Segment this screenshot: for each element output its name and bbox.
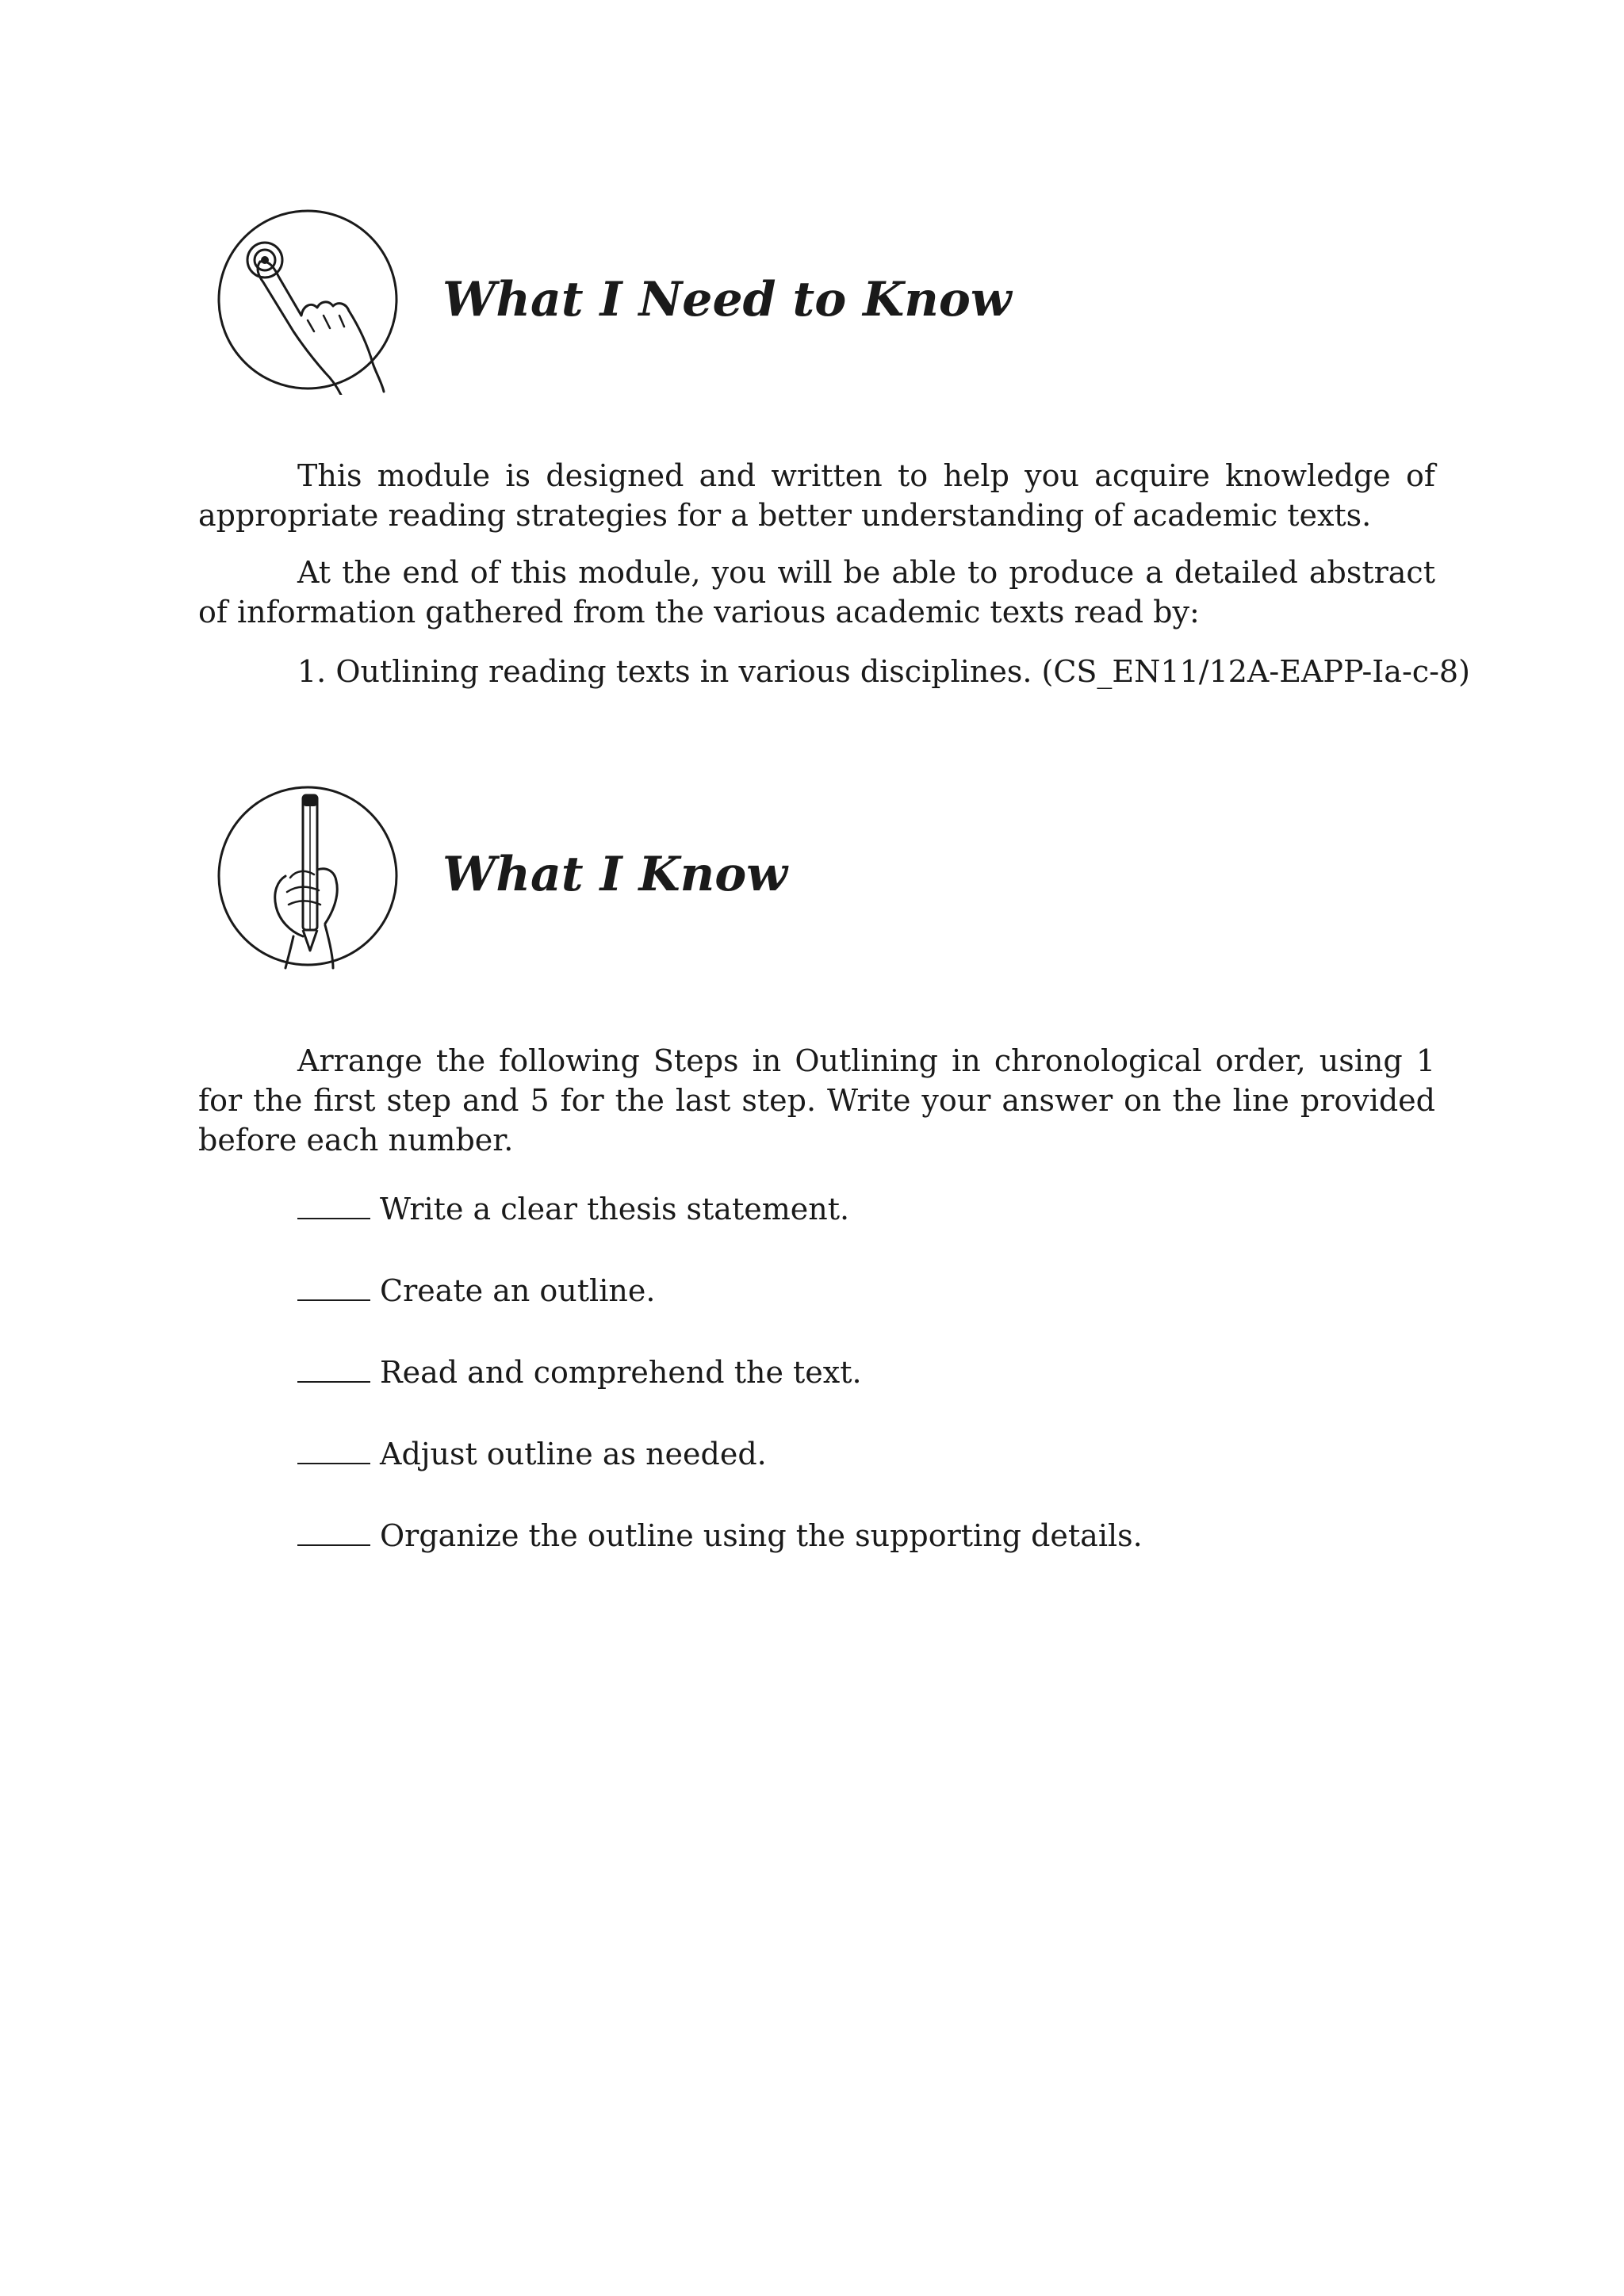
answer-blank[interactable] — [297, 1521, 370, 1546]
list-item-text: Adjust outline as needed. — [380, 1437, 767, 1471]
answer-blank[interactable] — [297, 1357, 370, 1383]
finger-tap-icon — [214, 205, 404, 395]
list-item-text: Read and comprehend the text. — [380, 1355, 862, 1390]
instructions-paragraph: Arrange the following Steps in Outlining in chronological order, using 1 for the first step and 5 for the last step. Write your answer on the line provided before each number. — [198, 1043, 1435, 1158]
objective-item: 1. Outlining reading texts in various disciplines. (CS_EN11/12A-EAPP-Ia-c-8) — [297, 654, 1470, 689]
list-item — [297, 1271, 655, 1311]
list-item-text: Organize the outline using the supporting details. — [380, 1518, 1143, 1553]
answer-blank[interactable] — [297, 1194, 370, 1219]
list-item — [297, 1189, 849, 1229]
list-item-text: Create an outline. — [380, 1273, 656, 1308]
intro-paragraph: This module is designed and written to help you acquire knowledge of appropriate reading strategies for a better understanding of academic texts. — [198, 458, 1435, 533]
section-title: What I Need to Know — [442, 272, 1012, 327]
list-item — [297, 1434, 767, 1474]
hand-holding-pencil-icon — [214, 781, 404, 971]
section-header-need-to-know — [214, 205, 1404, 411]
answer-blank[interactable] — [297, 1276, 370, 1301]
answer-blank[interactable] — [297, 1439, 370, 1464]
section-title: What I Know — [442, 847, 787, 902]
objectives-intro-paragraph: At the end of this module, you will be able to produce a detailed abstract of information gathered from the various academic texts read by: — [198, 555, 1435, 629]
section-header-what-i-know — [214, 781, 1404, 987]
list-item-text: Write a clear thesis statement. — [380, 1192, 850, 1226]
list-item — [297, 1353, 862, 1392]
list-item — [297, 1516, 1143, 1556]
